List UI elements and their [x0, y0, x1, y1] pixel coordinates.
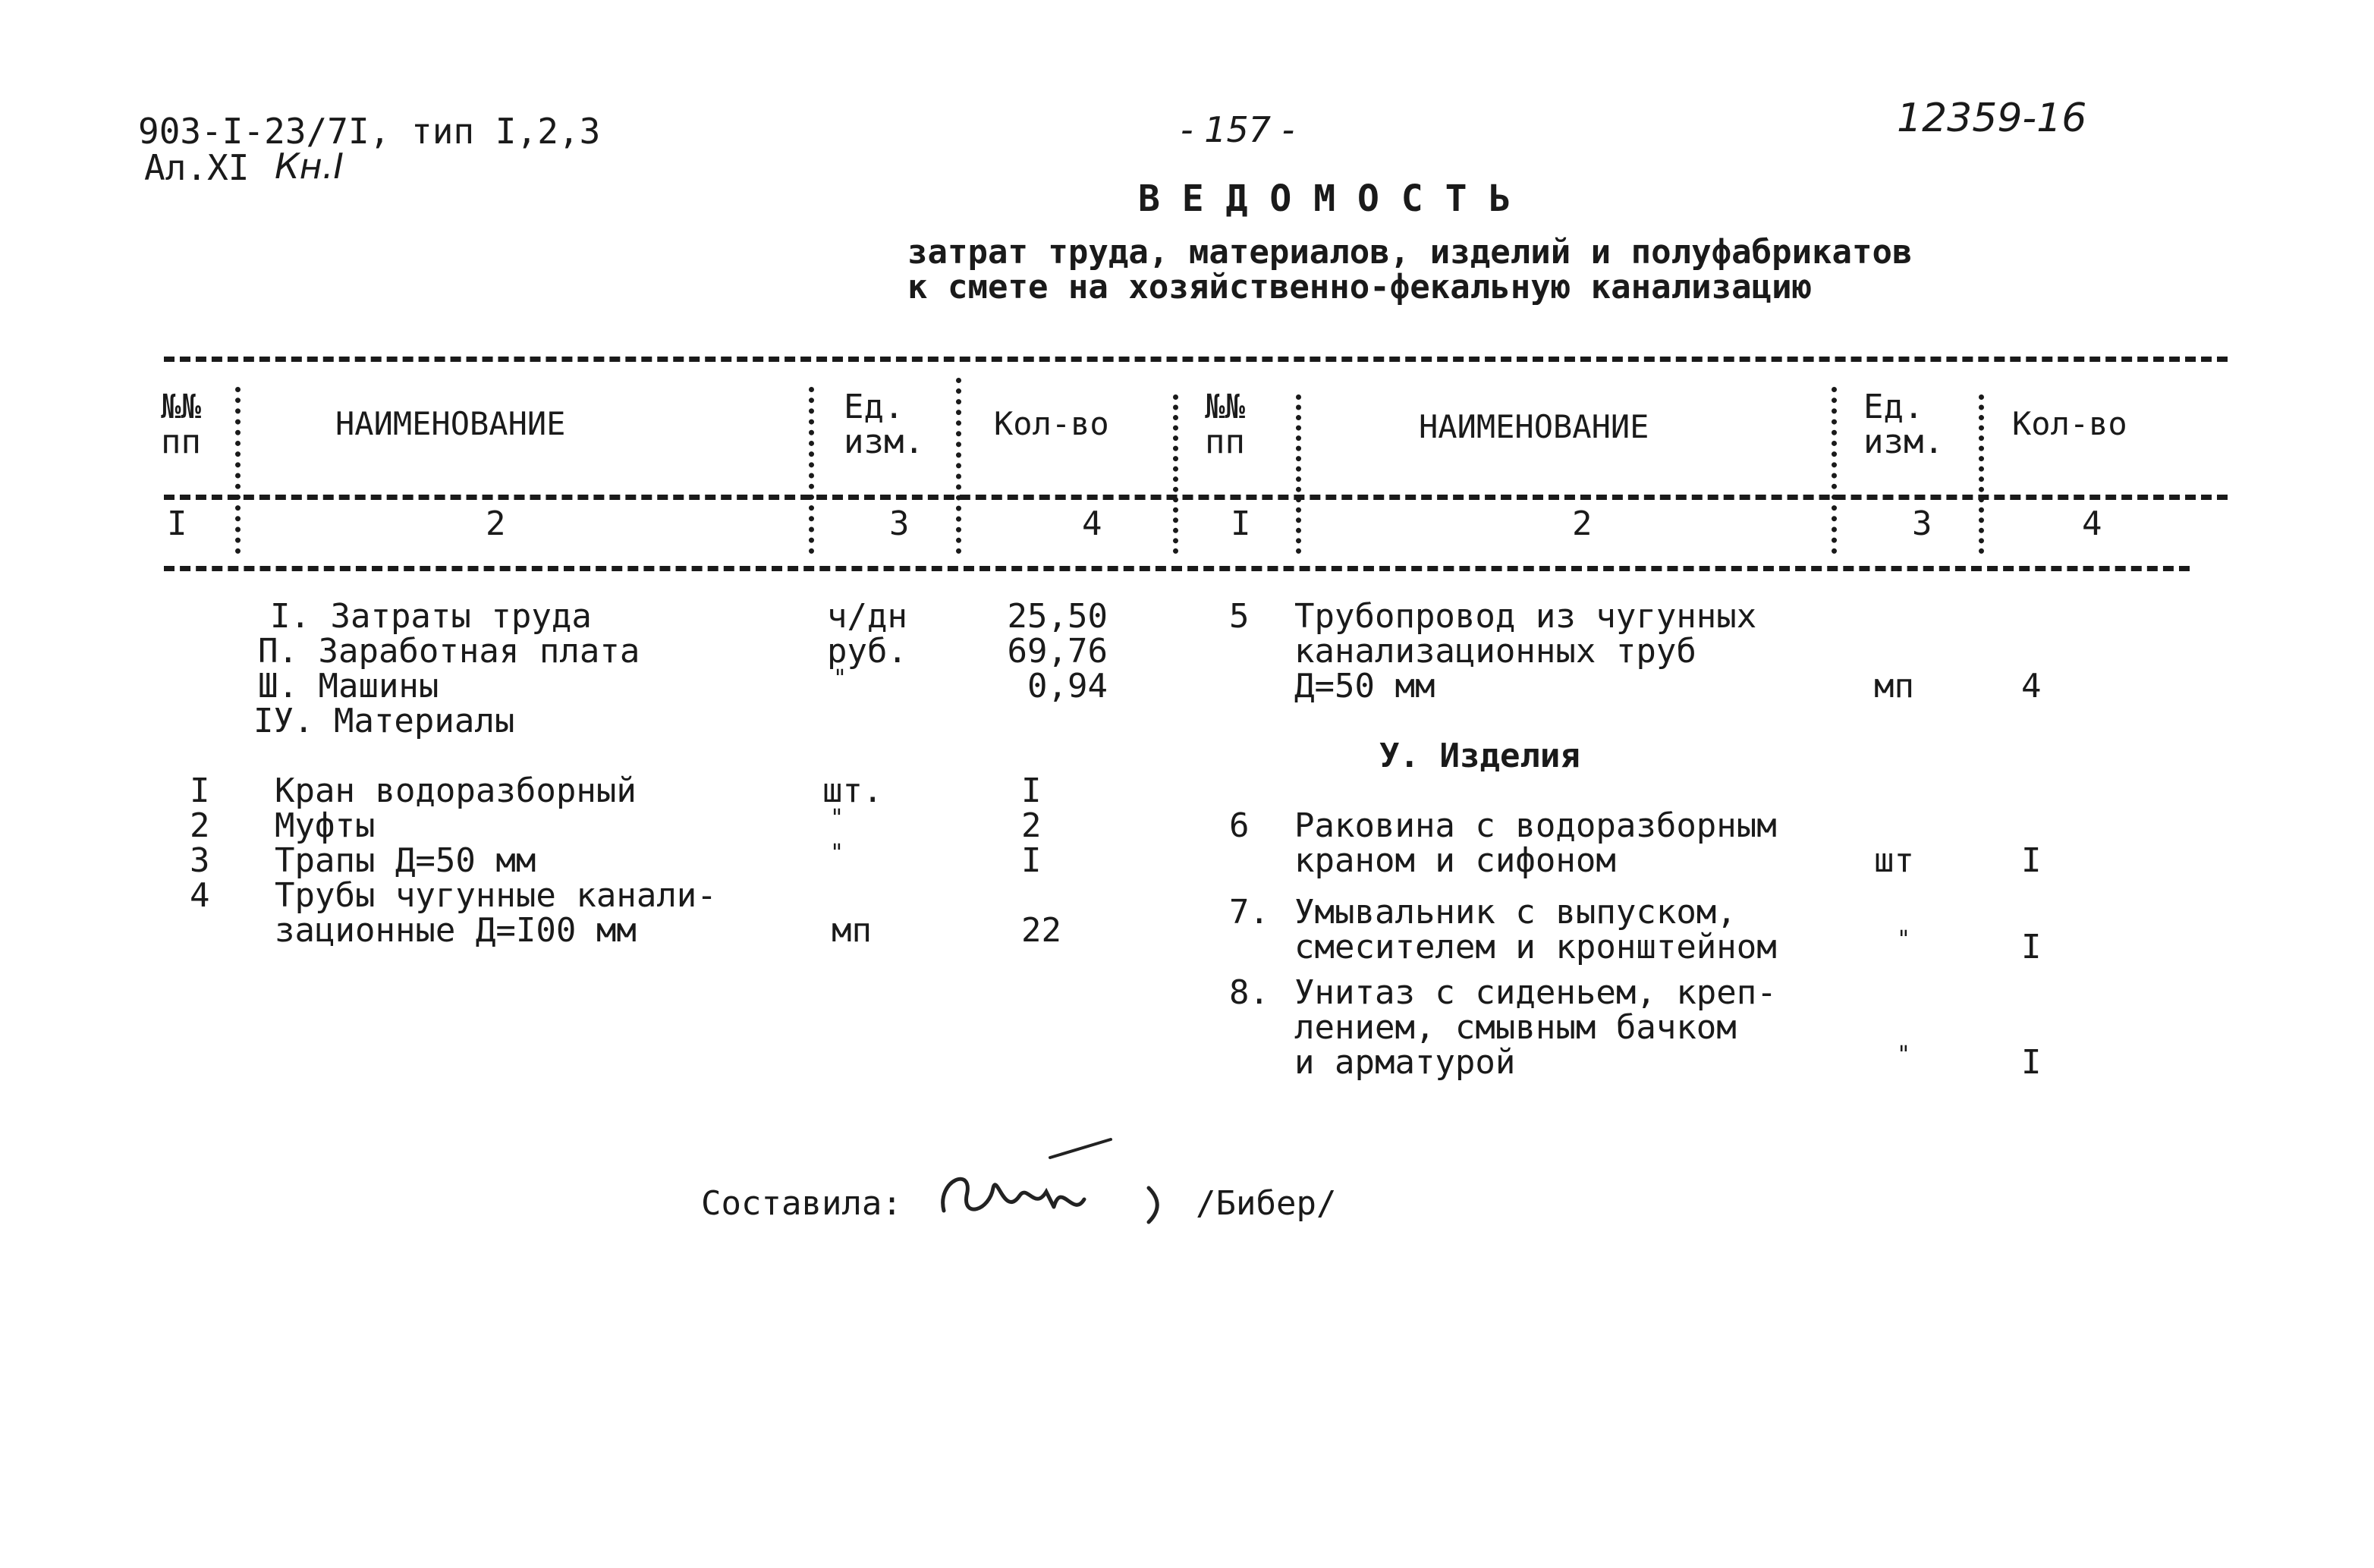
compiler-name: /Бибер/: [1196, 1184, 1337, 1223]
document-code: 903-I-23/7I, тип I,2,3: [138, 111, 601, 152]
column-header-unit-right: Ед. изм.: [1863, 388, 1944, 461]
column-separator: [1173, 394, 1178, 554]
item-name: Трапы Д=50 мм: [275, 841, 536, 880]
table-numbers-rule: [164, 566, 2190, 571]
item-num: 2: [190, 806, 210, 845]
column-header-num-right: №№ пп: [1205, 388, 1245, 461]
summary-row-label: I. Затраты труда: [270, 597, 592, 636]
column-separator: [235, 387, 241, 554]
summary-row-unit: ": [833, 665, 847, 692]
item-num: I: [190, 771, 210, 810]
summary-row-unit: руб.: [827, 632, 907, 671]
column-header-unit-left: Ед. изм.: [844, 388, 924, 461]
item-unit: мп: [1874, 667, 1914, 705]
signature-icon: [921, 1135, 1171, 1241]
item-num: 8.: [1229, 973, 1269, 1012]
summary-row-qty: 0,94: [1027, 667, 1108, 705]
item-unit: ": [830, 840, 844, 866]
item-qty: I: [2021, 841, 2042, 880]
section-heading: У. Изделия: [1379, 737, 1580, 775]
table-header-rule: [164, 495, 2228, 500]
item-name: Раковина с водоразборным краном и сифоном: [1294, 806, 1777, 880]
item-num: 5: [1229, 597, 1250, 636]
summary-row-qty: 25,50: [1007, 597, 1108, 636]
item-qty: 22: [1021, 911, 1061, 950]
item-name: Трубопровод из чугунных канализационных труб Д=50 мм: [1294, 597, 1757, 705]
summary-row-label: Ш. Машины: [258, 667, 439, 705]
column-number: 4: [1082, 504, 1102, 543]
item-name: Муфты: [275, 806, 376, 845]
page-number: - 157 -: [1181, 109, 1295, 150]
item-unit: ": [1897, 1042, 1911, 1068]
book-number: Кн.I: [275, 146, 344, 187]
summary-row-label: IУ. Материалы: [253, 702, 515, 740]
column-number: 2: [1572, 504, 1593, 543]
document-subtitle-line1: затрат труда, материалов, изделий и полуфабрикатов: [907, 233, 1913, 272]
column-number: I: [167, 504, 187, 543]
item-qty: I: [2021, 928, 2042, 966]
item-qty: 2: [1021, 806, 1042, 845]
column-header-qty-left: Кол-во: [994, 405, 1109, 442]
summary-row-label: П. Заработная плата: [258, 632, 640, 671]
item-unit: шт.: [822, 771, 883, 810]
table-top-rule: [164, 357, 2228, 362]
item-qty: I: [2021, 1043, 2042, 1082]
column-separator: [1832, 387, 1837, 554]
item-qty: I: [1021, 841, 1042, 880]
item-num: 7.: [1229, 893, 1269, 932]
item-unit: ": [1897, 926, 1911, 953]
column-number: I: [1231, 504, 1251, 543]
column-header-name-right: НАИМЕНОВАНИЕ: [1419, 408, 1649, 445]
item-name: Трубы чугунные канали- зационные Д=I00 мм: [275, 876, 717, 950]
item-num: 4: [190, 876, 210, 915]
item-name: Умывальник с выпуском, смесителем и кронштейном: [1294, 893, 1777, 966]
item-unit: ": [830, 805, 844, 831]
column-separator: [1296, 394, 1301, 554]
column-separator: [1979, 394, 1984, 554]
item-qty: I: [1021, 771, 1042, 810]
album-number: Ал.XI: [144, 147, 250, 188]
summary-row-qty: 69,76: [1007, 632, 1108, 671]
column-separator: [956, 378, 961, 554]
item-name: Унитаз с сиденьем, креп- лением, смывным бачком и арматурой: [1294, 973, 1777, 1082]
archive-stamp: 12359-16: [1897, 96, 2087, 141]
column-separator: [809, 387, 814, 554]
column-number: 4: [2082, 504, 2102, 543]
summary-row-unit: ч/дн: [827, 597, 907, 636]
document-subtitle-line2: к смете на хозяйственно-фекальную канализацию: [907, 268, 1813, 306]
item-name: Кран водоразборный: [275, 771, 637, 810]
column-number: 3: [889, 504, 910, 543]
item-unit: шт: [1874, 841, 1914, 880]
item-unit: мп: [832, 911, 872, 950]
compiled-by-label: Составила:: [701, 1184, 902, 1223]
item-num: 6: [1229, 806, 1250, 845]
item-num: 3: [190, 841, 210, 880]
column-number: 2: [486, 504, 506, 543]
column-header-qty-right: Кол-во: [2012, 405, 2127, 442]
column-number: 3: [1912, 504, 1932, 543]
column-header-num-left: №№ пп: [161, 388, 201, 461]
column-header-name-left: НАИМЕНОВАНИЕ: [335, 405, 566, 442]
document-title: В Е Д О М О С Т Ь: [1138, 178, 1511, 220]
item-qty: 4: [2021, 667, 2042, 705]
